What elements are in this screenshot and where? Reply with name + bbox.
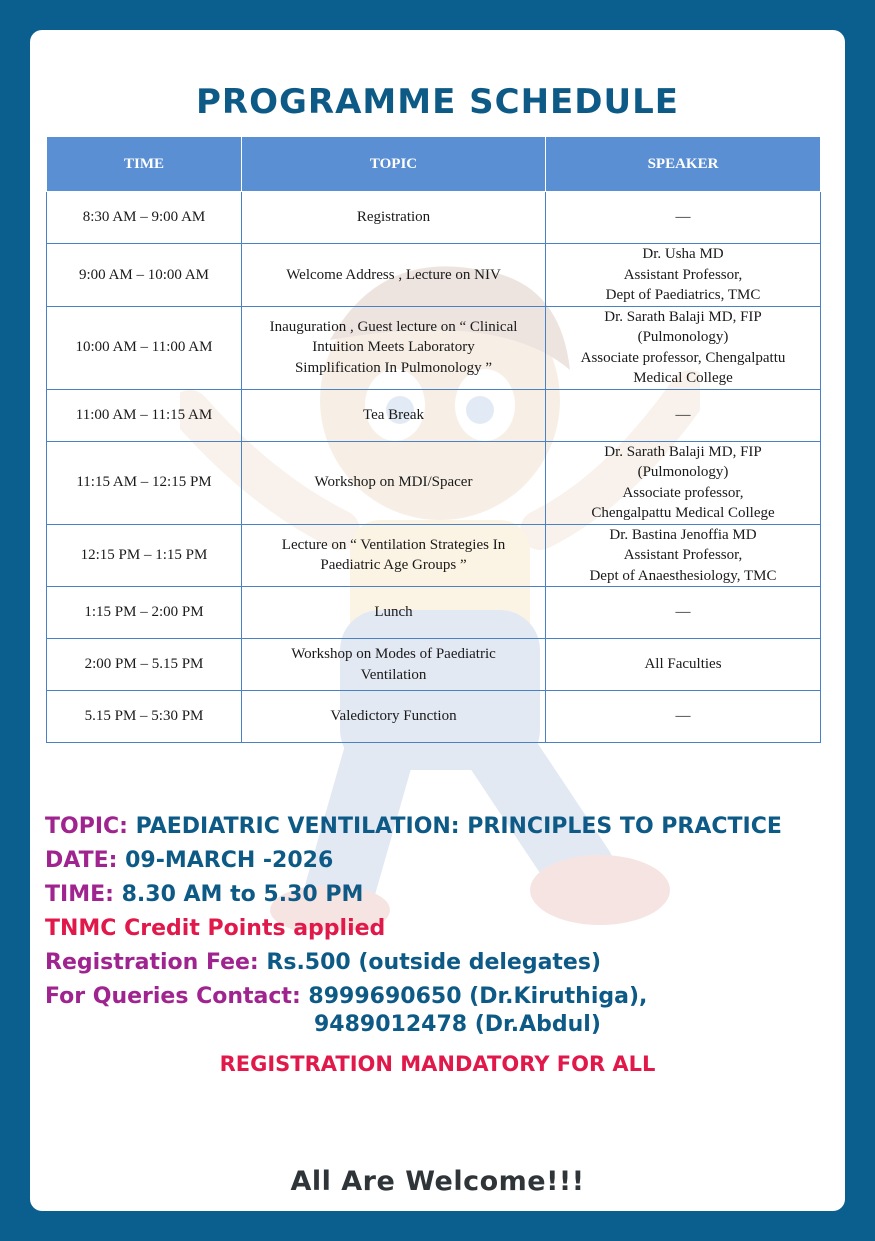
topic-line: Lunch	[374, 604, 413, 621]
speaker-line: All Faculties	[644, 656, 722, 673]
topic-line: Paediatric Age Groups ”	[320, 557, 467, 574]
contact-phone-1: 8999690650 (Dr.Kiruthiga),	[308, 984, 648, 1009]
contact-label: For Queries Contact:	[45, 984, 301, 1009]
topic-line	[45, 810, 782, 844]
topic-cell	[242, 639, 546, 691]
speaker-line: (Pulmonology)	[637, 464, 729, 480]
speaker-line: Dr. Bastina Jenoffia MD	[609, 526, 757, 543]
registration-mandatory: REGISTRATION MANDATORY FOR ALL	[219, 1052, 656, 1076]
time-cell: 11:15 AM – 12:15 PM	[47, 441, 242, 524]
table-row	[47, 244, 821, 307]
topic-line: Tea Break	[363, 406, 424, 423]
speaker-line: Assistant Professor,	[623, 266, 743, 283]
speaker-line: Associate professor, Chengalpattu	[580, 349, 786, 366]
topic-line: Registration	[356, 209, 431, 226]
speaker-cell	[546, 389, 821, 441]
topic-cell	[242, 441, 546, 524]
time-line	[45, 878, 782, 912]
speaker-line: Dr. Sarath Balaji MD, FIP	[604, 443, 762, 460]
table-row	[47, 691, 821, 743]
speaker-line: —	[675, 406, 691, 423]
speaker-line: Medical College	[633, 370, 733, 386]
topic-line: Intuition Meets Laboratory	[312, 339, 475, 356]
fee-line	[45, 946, 782, 980]
flyer-card	[30, 30, 845, 1211]
time-cell: 1:15 PM – 2:00 PM	[47, 587, 242, 639]
column-header-topic: TOPIC	[242, 137, 546, 192]
speaker-cell	[546, 587, 821, 639]
speaker-cell	[546, 192, 821, 244]
date-value: 09-MARCH -2026	[125, 848, 334, 873]
event-info	[45, 810, 782, 1036]
welcome-text: All Are Welcome!!!	[290, 1166, 585, 1197]
schedule-table	[46, 136, 821, 743]
topic-value: PAEDIATRIC VENTILATION: PRINCIPLES TO PRACTICE	[135, 814, 782, 839]
topic-cell	[242, 244, 546, 307]
page-title: PROGRAMME SCHEDULE	[196, 82, 679, 122]
speaker-cell	[546, 441, 821, 524]
speaker-line: (Pulmonology)	[637, 329, 729, 345]
date-label: DATE:	[45, 848, 118, 873]
speaker-line: Dr. Sarath Balaji MD, FIP	[604, 308, 762, 325]
time-cell: 5.15 PM – 5:30 PM	[47, 691, 242, 743]
speaker-line: Associate professor,	[622, 484, 744, 501]
time-value: 8.30 AM to 5.30 PM	[121, 882, 364, 907]
table-row	[47, 587, 821, 639]
topic-cell	[242, 587, 546, 639]
topic-cell	[242, 192, 546, 244]
time-cell: 9:00 AM – 10:00 AM	[47, 244, 242, 307]
speaker-cell	[546, 244, 821, 307]
topic-line: Lecture on “ Ventilation Strategies In	[281, 536, 506, 553]
topic-cell	[242, 306, 546, 389]
time-cell: 11:00 AM – 11:15 AM	[47, 389, 242, 441]
speaker-line: —	[675, 209, 691, 226]
contact-phone-2: 9489012478 (Dr.Abdul)	[314, 1012, 601, 1037]
time-cell: 12:15 PM – 1:15 PM	[47, 524, 242, 587]
topic-label: TOPIC:	[45, 814, 128, 839]
table-row	[47, 441, 821, 524]
topic-cell	[242, 389, 546, 441]
speaker-cell	[546, 524, 821, 587]
speaker-line: Dept of Paediatrics, TMC	[605, 287, 761, 303]
time-cell: 10:00 AM – 11:00 AM	[47, 306, 242, 389]
fee-value: Rs.500 (outside delegates)	[266, 950, 602, 975]
speaker-cell	[546, 639, 821, 691]
table-header-row	[47, 137, 821, 192]
contact-line	[45, 980, 782, 1014]
topic-cell	[242, 524, 546, 587]
table-row	[47, 389, 821, 441]
time-cell: 2:00 PM – 5.15 PM	[47, 639, 242, 691]
topic-cell	[242, 691, 546, 743]
speaker-line: —	[675, 604, 691, 621]
credit-points: TNMC Credit Points applied	[45, 916, 386, 941]
topic-line: Valedictory Function	[330, 708, 457, 725]
table-row	[47, 639, 821, 691]
speaker-line: Assistant Professor,	[623, 547, 743, 563]
fee-label: Registration Fee:	[45, 950, 259, 975]
table-row	[47, 524, 821, 587]
topic-line: Welcome Address , Lecture on NIV	[286, 266, 501, 283]
speaker-line: Chengalpattu Medical College	[591, 505, 775, 521]
speaker-line: —	[675, 708, 691, 725]
column-header-speaker: SPEAKER	[546, 137, 821, 192]
speaker-cell	[546, 691, 821, 743]
topic-line: Workshop on MDI/Spacer	[314, 474, 473, 491]
time-label: TIME:	[45, 882, 114, 907]
topic-line: Ventilation	[360, 666, 427, 683]
date-line	[45, 844, 782, 878]
speaker-cell	[546, 306, 821, 389]
speaker-line: Dr. Usha MD	[642, 246, 724, 262]
column-header-time: TIME	[47, 137, 242, 192]
table-row	[47, 306, 821, 389]
table-row	[47, 192, 821, 244]
time-cell: 8:30 AM – 9:00 AM	[47, 192, 242, 244]
topic-line: Inauguration , Guest lecture on “ Clinical	[269, 318, 518, 335]
speaker-line: Dept of Anaesthesiology, TMC	[589, 567, 777, 584]
topic-line: Workshop on Modes of Paediatric	[291, 646, 496, 662]
topic-line: Simplification In Pulmonology ”	[294, 359, 493, 376]
